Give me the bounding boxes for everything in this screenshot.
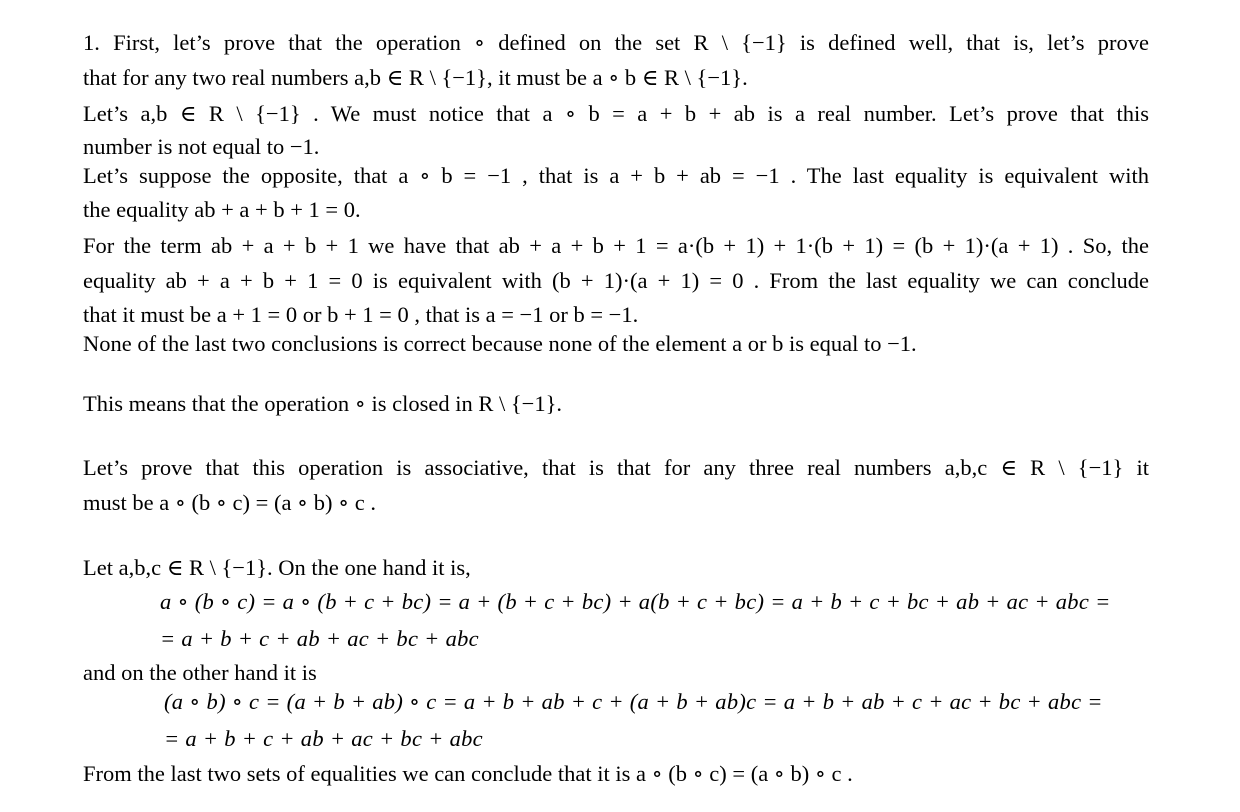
- equation-line-2: = a + b + c + ab + ac + bc + abc: [160, 626, 479, 651]
- text-line-2: that for any two real numbers a,b ∈ R \ {−1}, it must be a ∘ b ∈ R \ {−1}.: [83, 65, 748, 90]
- text-line-15: and on the other hand it is: [83, 660, 317, 685]
- text-line-12: Let’s prove that this operation is associative, that is that for any three real numbers a,b,c ∈ R \ {−1} it: [83, 455, 1149, 480]
- text-line-1: 1. First, let’s prove that the operation ∘ defined on the set R \ {−1} is defined well, that is, let’s prove: [83, 30, 1149, 55]
- text-line-5: Let’s suppose the opposite, that a ∘ b = −1 , that is a + b + ab = −1 . The last equality is equivalent with: [83, 163, 1149, 188]
- text-line-7: For the term ab + a + b + 1 we have that ab + a + b + 1 = a·(b + 1) + 1·(b + 1) = (b + 1)·(a + 1) . So, the: [83, 233, 1149, 258]
- text-line-8: equality ab + a + b + 1 = 0 is equivalent with (b + 1)·(a + 1) = 0 . From the last equality we can conclude: [83, 268, 1149, 293]
- text-line-13: must be a ∘ (b ∘ c) = (a ∘ b) ∘ c .: [83, 490, 376, 515]
- text-line-16: From the last two sets of equalities we can conclude that it is a ∘ (b ∘ c) = (a ∘ b) ∘ c .: [83, 761, 853, 786]
- equation-line-1: a ∘ (b ∘ c) = a ∘ (b + c + bc) = a + (b + c + bc) + a(b + c + bc) = a + b + c + bc + ab + ac + abc =: [160, 589, 1111, 614]
- text-line-10: None of the last two conclusions is correct because none of the element a or b is equal to −1.: [83, 331, 917, 356]
- equation-line-3: (a ∘ b) ∘ c = (a + b + ab) ∘ c = a + b + ab + c + (a + b + ab)c = a + b + ab + c + ac + bc + abc =: [164, 689, 1103, 714]
- text-line-14: Let a,b,c ∈ R \ {−1}. On the one hand it is,: [83, 555, 471, 580]
- equation-line-4: = a + b + c + ab + ac + bc + abc: [164, 726, 483, 751]
- text-line-9: that it must be a + 1 = 0 or b + 1 = 0 , that is a = −1 or b = −1.: [83, 302, 639, 327]
- text-line-3: Let’s a,b ∈ R \ {−1} . We must notice that a ∘ b = a + b + ab is a real number. Let’s prove that this: [83, 101, 1149, 126]
- text-line-4: number is not equal to −1.: [83, 134, 320, 159]
- text-line-6: the equality ab + a + b + 1 = 0.: [83, 197, 361, 222]
- text-line-11: This means that the operation ∘ is closed in R \ {−1}.: [83, 391, 562, 416]
